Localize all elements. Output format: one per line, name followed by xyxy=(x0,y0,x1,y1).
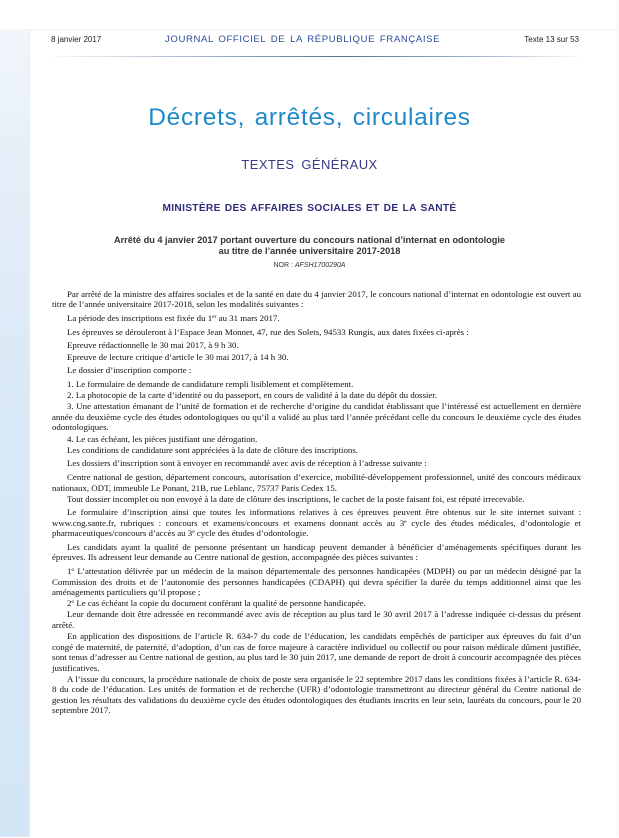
header-date: 8 janvier 2017 xyxy=(51,35,102,44)
superscript: e xyxy=(192,529,195,536)
superscript: e xyxy=(404,518,407,525)
text-run: 2 xyxy=(67,598,72,609)
act-title-line-1: Arrêté du 4 janvier 2017 portant ouverture du concours national d’internat en odontologie xyxy=(113,235,506,245)
list-item: 3. Une attestation émanant de l’unité de formation et de recherche d’origine du candidat établissant que l’intéressé est actuellement en dernière année du deuxième cycle des études odontologiques ou qu’il a validé au plus tard l’année précédant celle du concours le deuxième cycle des études odontologiques. xyxy=(52,401,581,433)
paragraph: Le dossier d’inscription comporte : xyxy=(67,365,192,376)
paragraph: A l’issue du concours, la procédure nationale de choix de poste sera organisée le 22 septembre 2017 dans les conditions fixées à l’article R. 634-8 du code de l’éducation. Les unités de formation et de recherche (UFR) d’odontologie transmettront au directeur général du Centre national de gestion les résultats des validations du deuxième cycle des études odontologiques des étudiants inscrits en leur sein, lauréats du concours, pour le 20 septembre 2017. xyxy=(52,673,581,716)
text-run: L’attestation délivrée par un médecin de la maison départementale des personnes handicapées (MDPH) ou par un médecin désigné par la Commission des droits et de l’autonomie des personnes handicapées (CDAPH) qui devra spécifier la durée du temps additionnel ainsi que les aménagements particuliers qu’il propose ; xyxy=(52,566,581,597)
paragraph: En application des dispositions de l’article R. 634-7 du code de l’éducation, les candidats empêchés de participer aux épreuves du fait d’un congé de maternité, de paternité, d’adoption, d’un cas de force majeure à caractère individuel ou collectif ou pour raison médicale dûment justifiée, sont tenus d’adresser au Centre national de gestion, au plus tard le 30 juin 2017, une demande de report de droit à concourir accompagnée des pièces justificatives. xyxy=(52,631,581,673)
superscript: er xyxy=(212,314,217,321)
paragraph: Epreuve de lecture critique d’article le 30 mai 2017, à 14 h 30. xyxy=(67,351,289,362)
act-title xyxy=(0,235,619,256)
paragraph: Leur demande doit être adressée en recommandé avec avis de réception au plus tard le 30 avril 2017 à l’adresse indiquée ci-dessus du présent arrêté. xyxy=(52,609,581,630)
ministry-heading: MINISTÈRE DES AFFAIRES SOCIALES ET DE LA SANTÉ xyxy=(162,203,457,214)
paragraph: Les conditions de candidature sont appréciées à la date de clôture des inscriptions. xyxy=(67,444,359,455)
section-title: Décrets, arrêtés, circulaires xyxy=(148,104,471,131)
act-title-line-2: au titre de l’année universitaire 2017-2018 xyxy=(218,245,401,256)
text-run: La période des inscriptions est fixée du 1 xyxy=(67,313,213,324)
paragraph: Tout dossier incomplet ou non envoyé à la date de clôture des inscriptions, le cachet de la poste faisant foi, est réputé irrecevable. xyxy=(67,493,525,504)
list-item xyxy=(52,598,581,608)
paragraph: Les candidats ayant la qualité de personne présentant un handicap peuvent demander à bénéficier d’aménagements spécifiques durant les épreuves. Ils adressent leur demande au Centre national de gestion, accompagnée des pièces suivantes : xyxy=(52,541,581,563)
page-margin-top xyxy=(0,0,619,29)
list-item: 1. Le formulaire de demande de candidature rempli lisiblement et complètement. xyxy=(67,378,354,389)
subsection-title: TEXTES GÉNÉRAUX xyxy=(241,157,378,172)
page-indicator: Texte 13 sur 53 xyxy=(524,35,579,44)
running-header xyxy=(51,35,579,57)
text-run: 1 xyxy=(67,566,72,577)
nor-code: AFSH1700290A xyxy=(294,262,346,269)
nor-reference xyxy=(0,262,619,269)
list-item xyxy=(52,566,581,597)
text-run: cycle des études médicales, d’odontologie et pharmaceutiques/concours d’accès au 3 xyxy=(52,517,581,539)
nor-label: NOR : xyxy=(273,262,295,269)
text-run: cycle des études d’odontologie. xyxy=(194,528,309,539)
paragraph xyxy=(52,507,581,538)
header-divider xyxy=(51,56,579,57)
paragraph: Epreuve rédactionnelle le 30 mai 2017, à 9 h 30. xyxy=(67,340,239,351)
journal-title: JOURNAL OFFICIEL DE LA RÉPUBLIQUE FRANÇAISE xyxy=(165,34,441,45)
text-run: au 31 mars 2017. xyxy=(216,313,280,324)
superscript: o xyxy=(71,599,75,606)
list-item: 4. Le cas échéant, les pièces justifiant une dérogation. xyxy=(67,433,258,444)
superscript: o xyxy=(71,567,75,574)
list-item: 2. La photocopie de la carte d’identité ou du passeport, en cours de validité à la date du dépôt du dossier. xyxy=(67,390,438,401)
text-run: Le cas échéant la copie du document conférant la qualité de personne handicapée. xyxy=(74,598,366,609)
paragraph xyxy=(52,313,581,323)
paragraph: Les dossiers d’inscription sont à envoyer en recommandé avec avis de réception à l’adresse suivante : xyxy=(67,458,427,469)
paragraph: Les épreuves se dérouleront à l’Espace Jean Monnet, 47, rue des Solets, 94533 Rungis, aux dates fixées ci-après : xyxy=(67,326,469,337)
text-run: Le formulaire d’inscription ainsi que toutes les informations relatives à ces épreuves peuvent être obtenus sur le site internet suivant : www.cng.sante.fr, rubriques : concours et examens/concours et examens donnant accès au 3 xyxy=(52,507,581,528)
address-paragraph: Centre national de gestion, département concours, autorisation d’exercice, mobilité-développement professionnel, unité des concours médicaux nationaux, ODT, immeuble Le Ponant, 21B, rue Leblanc, 75737 Paris Cedex 15. xyxy=(52,472,581,493)
paragraph: Par arrêté de la ministre des affaires sociales et de la santé en date du 4 janvier 2017, le concours national d’internat en odontologie est ouvert au titre de l’année universitaire 2017-2018, selon les modalités suivantes : xyxy=(52,289,581,310)
document-body xyxy=(52,289,581,719)
